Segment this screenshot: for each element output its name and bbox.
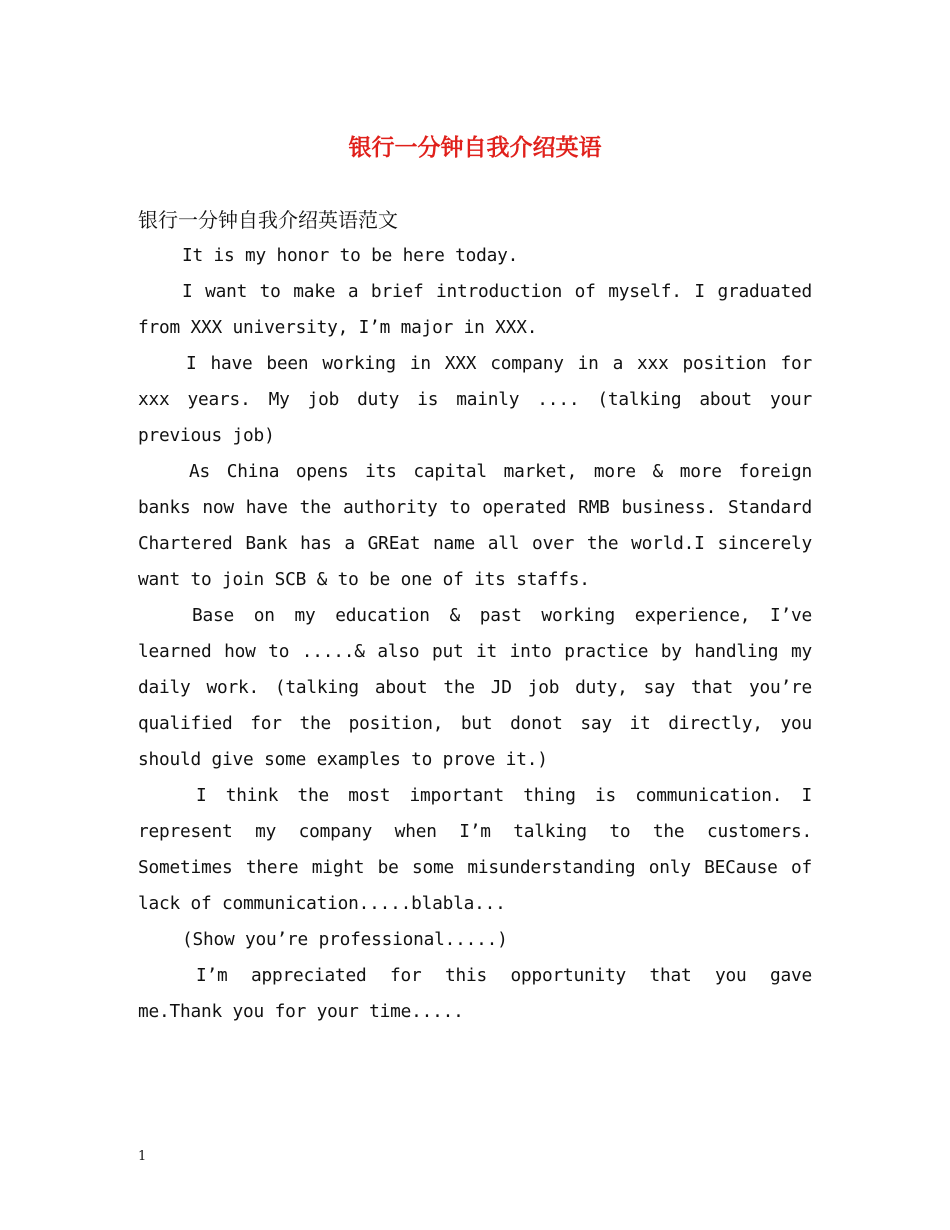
- document-body: [138, 238, 812, 1030]
- page-number: 1: [138, 1149, 147, 1164]
- paragraph-communication: I think the most important thing is communication. I represent my company when I’m talking to the customers. Sometimes there might be some misunderstanding only BECause of lack of communication.....blabla...: [138, 785, 812, 914]
- paragraph-experience: Base on my education & past working experience, I’ve learned how to .....& also put it into practice by handling my daily work. (talking about the JD job duty, say that you’re qualified for the position, but donot say it directly, you should give some examples to prove it.): [138, 605, 812, 770]
- paragraph-bank-motivation: As China opens its capital market, more & more foreign banks now have the authority to operated RMB business. Standard Chartered Bank has a GREat name all over the world.I sincerely want to join SCB & to be one of its staffs.: [138, 461, 812, 590]
- paragraph-professional: (Show you’re professional.....): [182, 929, 508, 950]
- paragraph-greeting: It is my honor to be here today.: [182, 245, 519, 266]
- paragraph-closing: I’m appreciated for this opportunity that you gave me.Thank you for your time.....: [138, 965, 812, 1022]
- document-title: 银行一分钟自我介绍英语: [348, 134, 602, 161]
- paragraph-work-history: I have been working in XXX company in a xxx position for xxx years. My job duty is mainly .... (talking about your previous job): [138, 353, 812, 446]
- paragraph-introduction: I want to make a brief introduction of myself. I graduated from XXX university, I’m major in XXX.: [138, 281, 812, 338]
- document-subtitle: 银行一分钟自我介绍英语范文: [138, 208, 398, 232]
